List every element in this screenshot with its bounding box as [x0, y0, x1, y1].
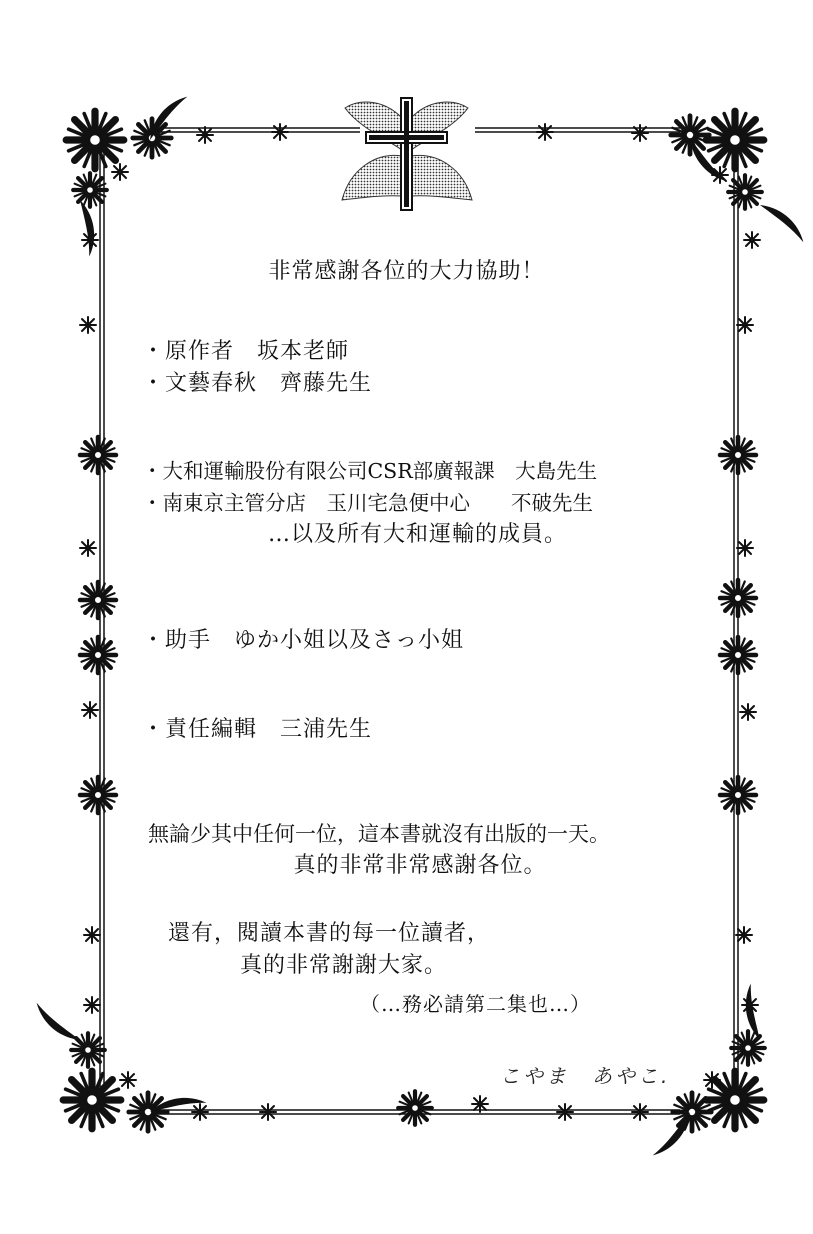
closing-line: （…務必請第二集也…）	[360, 992, 591, 1016]
credit-line: ・南東京主管分店 玉川宅急便中心 不破先生	[142, 491, 593, 515]
letter-heading: 非常感謝各位的大力協助！	[268, 259, 545, 284]
closing-line: 無論少其中任何一位，這本書就沒有出版的一天。	[148, 822, 610, 846]
closing-line: 真的非常謝謝大家。	[240, 953, 448, 978]
closing-line: 還有，閱讀本書的每一位讀者，	[168, 921, 491, 946]
credit-line: ・責任編輯 三浦先生	[142, 717, 373, 742]
credit-line: …以及所有大和運輸的成員。	[268, 522, 568, 547]
cross-ornament	[342, 98, 472, 210]
closing-line: 真的非常非常感謝各位。	[293, 853, 547, 878]
corner-top-left	[63, 96, 213, 256]
author-signature: こやま あやこ.	[500, 1064, 671, 1088]
credit-line: ・助手 ゆか小姐以及さっ小姐	[142, 628, 465, 653]
credit-line: ・文藝春秋 齊藤先生	[142, 371, 373, 396]
credit-line: ・原作者 坂本老師	[142, 339, 350, 364]
credit-line: ・大和運輸股份有限公司CSR部廣報課 大島先生	[142, 459, 598, 483]
